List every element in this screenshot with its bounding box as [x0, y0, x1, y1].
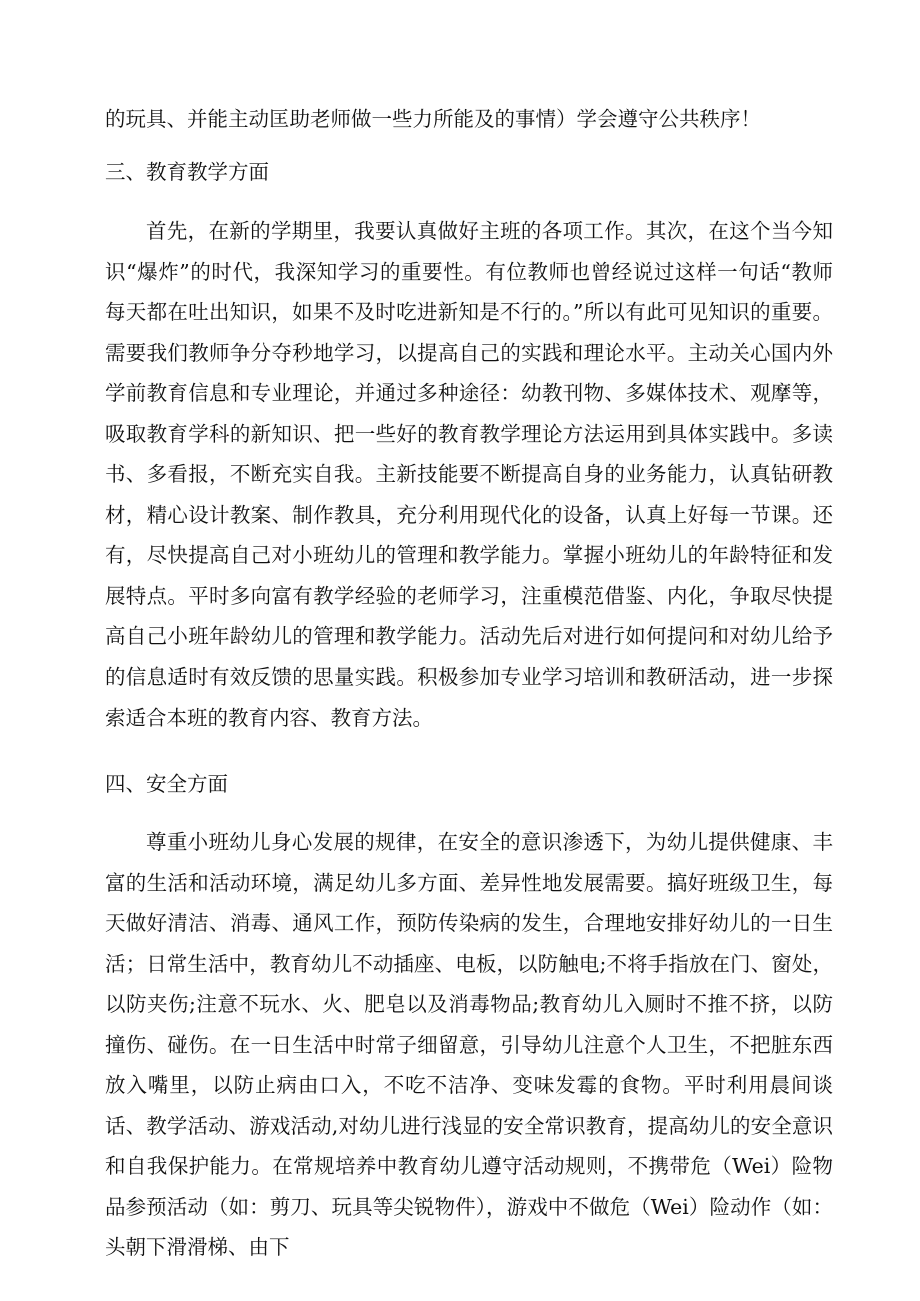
section-body-safety — [105, 822, 833, 1268]
paragraph-safety: 尊重小班幼儿身心发展的规律，在安全的意识渗透下，为幼儿提供健康、丰富的生活和活动环境，满足幼儿多方面、差异性地发展需要。搞好班级卫生，每天做好清洁、消毒、通风工作，预防传染病的发生，合理地安排好幼儿的一日生活；日常生活中，教育幼儿不动插座、电板，以防触电;不将手指放在门、窗处，以防夹伤;注意不玩水、火、肥皂以及消毒物品;教育幼儿入厕时不推不挤，以防撞伤、碰伤。在一日生活中时常子细留意，引导幼儿注意个人卫生，不把脏东西放入嘴里，以防止病由口入，不吃不洁净、变味发霉的食物。平时利用晨间谈话、教学活动、游戏活动,对幼儿进行浅显的安全常识教育，提高幼儿的安全意识和自我保护能力。在常规培养中教育幼儿遵守活动规则，不携带危（Wei）险物品参预活动（如：剪刀、玩具等尖锐物件），游戏中不做危（Wei）险动作（如：头朝下滑滑梯、由下 — [105, 830, 833, 1260]
section-heading-teaching: 三、教育教学方面 — [105, 160, 269, 184]
continuation-line: 的玩具、并能主动匡助老师做一些力所能及的事情）学会遵守公共秩序！ — [105, 107, 761, 131]
section-body-teaching — [105, 211, 833, 738]
section-heading-safety: 四、安全方面 — [105, 772, 228, 796]
paragraph-teaching: 首先，在新的学期里，我要认真做好主班的各项工作。其次，在这个当今知识“爆炸”的时代，我深知学习的重要性。有位教师也曾经说过这样一句话“教师每天都在吐出知识，如果不及时吃进新知是不行的。”所以有此可见知识的重要。需要我们教师争分夺秒地学习，以提高自己的实践和理论水平。主动关心国内外学前教育信息和专业理论，并通过多种途径：幼教刊物、多媒体技术、观摩等，吸取教育学科的新知识、把一些好的教育教学理论方法运用到具体实践中。多读书、多看报，不断充实自我。主新技能要不断提高自身的业务能力，认真钻研教材，精心设计教案、制作教具，充分利用现代化的设备，认真上好每一节课。还有，尽快提高自己对小班幼儿的管理和教学能力。掌握小班幼儿的年龄特征和发展特点。平时多向富有教学经验的老师学习，注重模范借鉴、内化，争取尽快提高自己小班年龄幼儿的管理和教学能力。活动先后对进行如何提问和对幼儿给予的信息适时有效反馈的思量实践。积极参加专业学习培训和教研活动，进一步探索适合本班的教育内容、教育方法。 — [105, 219, 833, 730]
